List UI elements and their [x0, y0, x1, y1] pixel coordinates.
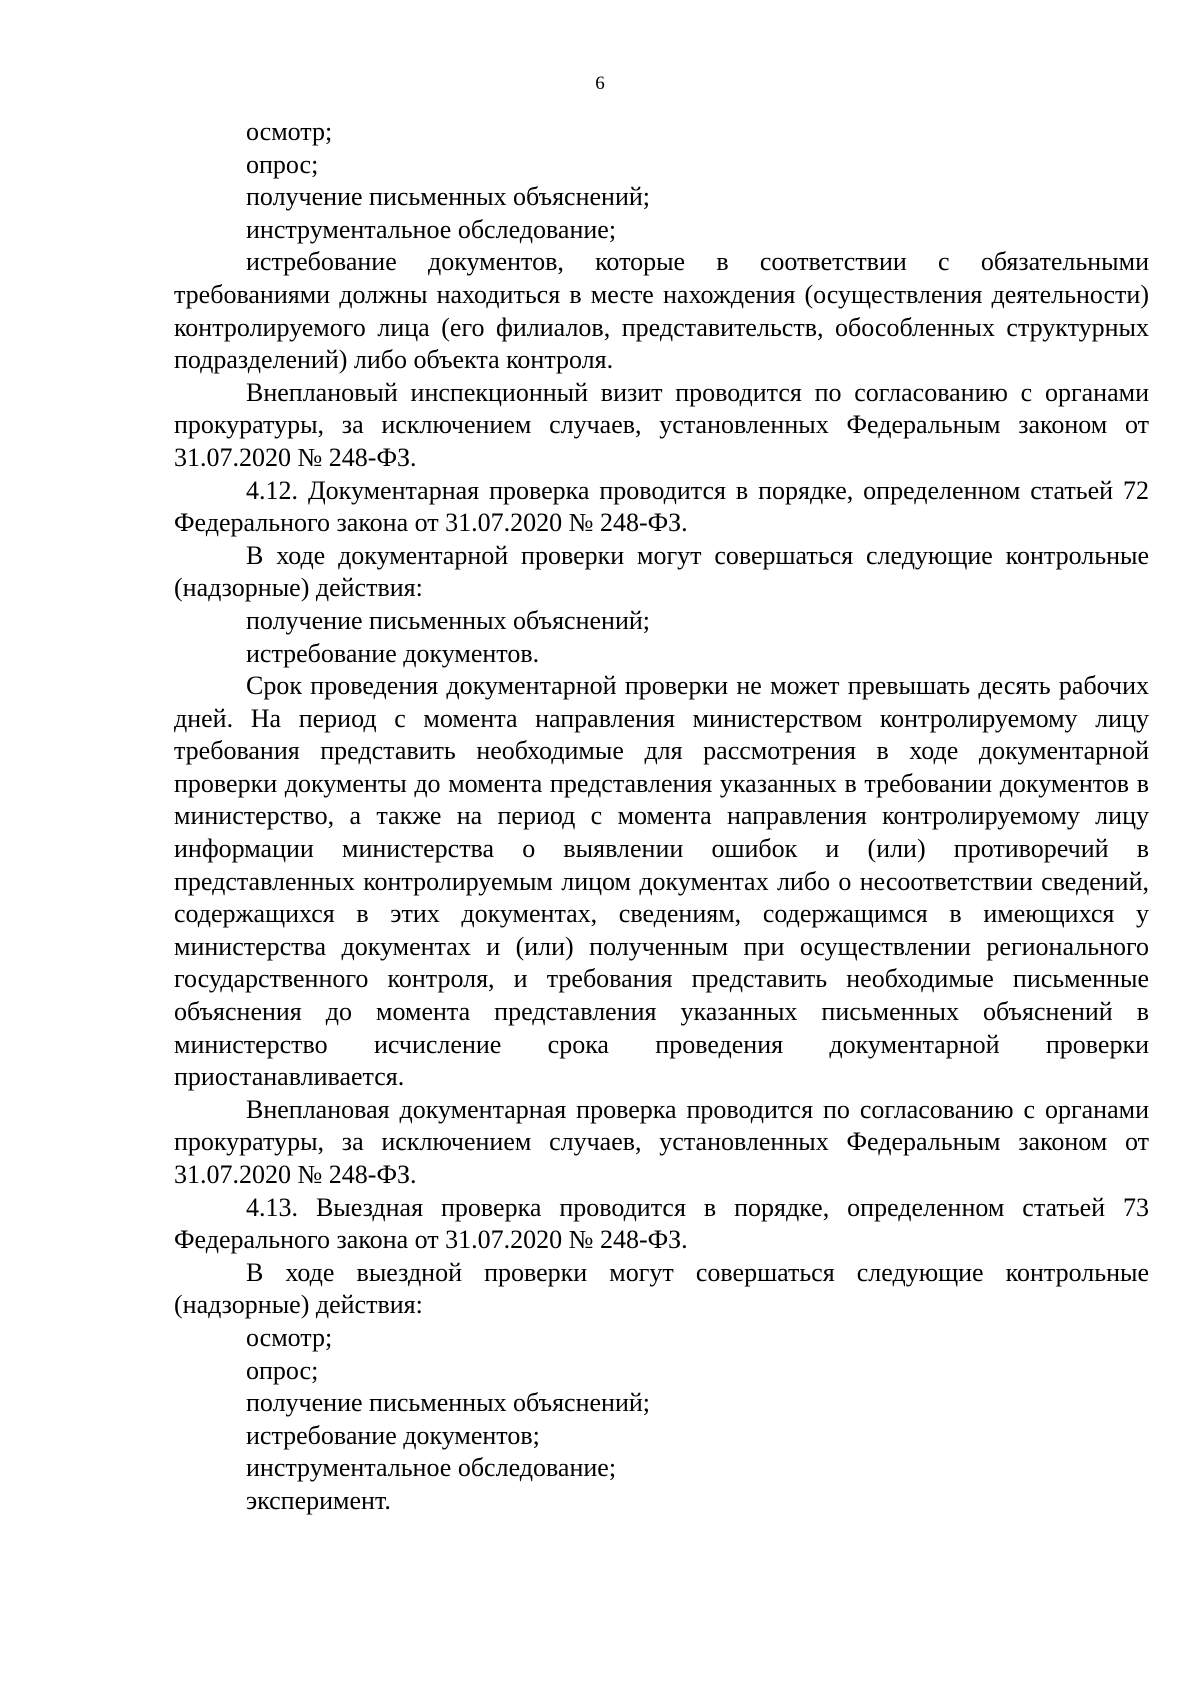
list-item-written-explanations: получение письменных объяснений; — [246, 605, 650, 635]
list-item-written-explanations: получение письменных объяснений; — [246, 182, 650, 212]
list-item-survey: опрос; — [246, 1355, 319, 1385]
page-number: 6 — [595, 73, 605, 94]
list-item-inspection: осмотр; — [246, 1322, 333, 1352]
paragraph-unscheduled-documentary: Внеплановая документарная проверка проводится по согласованию с органами прокуратуры, за исключением случаев, установленных Федеральным законом от 31.07.2020 № 248-ФЗ. — [174, 1094, 1149, 1189]
list-item-survey: опрос; — [246, 149, 319, 179]
clause-4-13: 4.13. Выездная проверка проводится в порядке, определенном статьей 73 Федерального закона от 31.07.2020 № 248-ФЗ. — [174, 1192, 1149, 1255]
paragraph-documentary-actions: В ходе документарной проверки могут совершаться следующие контрольные (надзорные) действия: — [174, 540, 1149, 603]
list-item-instrumental-examination: инструментальное обследование; — [246, 214, 617, 244]
document-body — [174, 116, 1149, 1518]
paragraph-unscheduled-visit: Внеплановый инспекционный визит проводится по согласованию с органами прокуратуры, за исключением случаев, установленных Федеральным законом от 31.07.2020 № 248-ФЗ. — [174, 377, 1149, 472]
clause-4-12: 4.12. Документарная проверка проводится в порядке, определенном статьей 72 Федерального закона от 31.07.2020 № 248-ФЗ. — [174, 475, 1149, 538]
paragraph-documentary-term: Срок проведения документарной проверки не может превышать десять рабочих дней. На период с момента направления министерством контролируемому лицу требования представить необходимые для рассмотрения в ходе документарной проверки документы до момента представления указанных в требовании документов в министерство, а также на период с момента направления контролируемому лицу информации министерства о выявлении ошибок и (или) противоречий в представленных контролируемым лицом документах либо о несоответствии сведений, содержащихся в этих документах, сведениям, содержащимся в имеющихся у министерства документах и (или) полученным при осуществлении регионального государственного контроля, и требования представить необходимые письменные объяснения до момента представления указанных письменных объяснений в министерство исчисление срока проведения документарной проверки приостанавливается. — [174, 671, 1149, 1092]
list-item-document-request: истребование документов; — [246, 1420, 540, 1450]
list-item-document-request: истребование документов. — [246, 638, 540, 668]
list-item-document-request: истребование документов, которые в соответствии с обязательными требованиями должны находиться в месте нахождения (осуществления деятельности) контролируемого лица (его филиалов, представительств, обособленных структурных подразделений) либо объекта контроля. — [174, 247, 1149, 375]
list-item-instrumental-examination: инструментальное обследование; — [246, 1453, 617, 1483]
list-item-written-explanations: получение письменных объяснений; — [246, 1388, 650, 1418]
list-item-experiment: эксперимент. — [246, 1485, 391, 1515]
paragraph-onsite-actions: В ходе выездной проверки могут совершаться следующие контрольные (надзорные) действия: — [174, 1257, 1149, 1320]
list-item-inspection: осмотр; — [246, 117, 333, 146]
